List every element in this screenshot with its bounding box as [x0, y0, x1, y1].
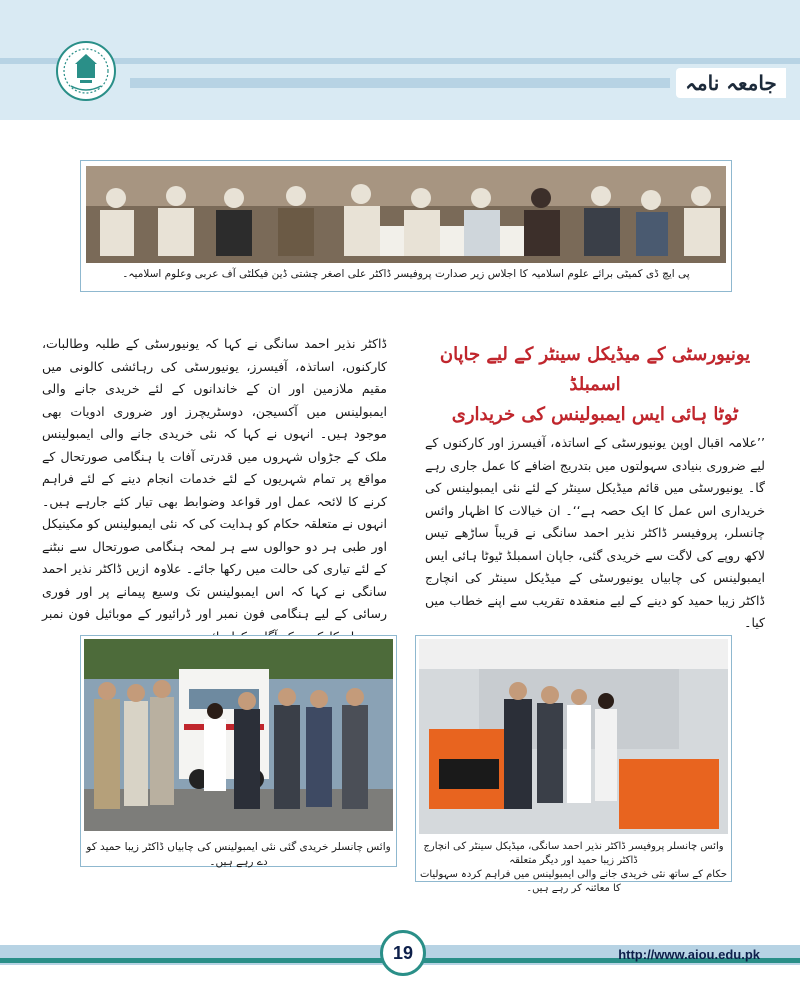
ambulance-handover-photo [84, 639, 393, 831]
bottom-left-photo-frame [80, 635, 397, 867]
headline-line-2: ٹوٹا ہائی ایس ایمبولینس کی خریداری [451, 404, 739, 425]
article-right-column: ’’علامہ اقبال اوپن یونیورسٹی کے اساتذہ، آفیسرز اور کارکنوں کے لیے ضروری بنیادی سہولتوں میں بتدریج اضافے کا عمل جاری رہے گا۔ یونیورسٹی میں قائم میڈیکل سینٹر کے لئے نئی ایمبولینس کی خریداری اس عمل کا ایک حصہ ہے‘‘۔ ان خیالات کا اظہار وائس چانسلر، پروفیسر ڈاکٹر نذیر احمد سانگی نے قریباً ساڑھے تیس لاکھ روپے کی لاگت سے خریدی گئی، جاپان اسمبلڈ ٹیوٹا ہائی ایس ایمبولینس کی چابیاں یونیورسٹی کے میڈیکل سینٹر کی انچارج ڈاکٹر زیبا حمید کو دینے کے لیے منعقدہ تقریب سے اپنے خطاب میں کیا۔ [425, 435, 765, 630]
website-url[interactable]: http://www.aiou.edu.pk [618, 947, 760, 962]
article-left-column: ڈاکٹر نذیر احمد سانگی نے کہا کہ یونیورسٹی کے طلبہ وطالبات، کارکنوں، اساتذہ، آفیسرز، یونیورسٹی کی رہائشی کالونی میں مقیم ملازمین اور ان کے خاندانوں کے لئے خریدی جانے والی ایمبولینس میں آکسیجن، دوسٹریچرز اور ضروری ادویات بھی موجود ہیں۔ انہوں نے کہا کہ نئی خریدی جانے والی ایمبولینس ملک کے جڑواں شہروں میں قدرتی آفات یا ہنگامی صورتحال کے مواقع پر تمام شہریوں کے لئے خدمات انجام دینے کے لئے فراہم کرنے کا لائحہ عمل اور قواعد وضوابط بھی تیار کئے جارہے ہیں۔ انہوں نے متعلقہ حکام کو ہدایت کی کہ نئی ایمبولینس کو مکینیکل اور طبی ہر دو حوالوں سے ہر لمحہ ہنگامی صورتحال سے نبٹنے کے لئے تیاری کی حالت میں رکھا جائے۔ علاوہ ازیں ڈاکٹر نذیر احمد سانگی نے کہا کہ اس ایمبولینس تک وسیع پیمانے پر اور فوری رسائی کے لیے ہنگامی فون نمبر اور ڈرائیور کے موبائیل فون نمبر [42, 336, 387, 621]
committee-meeting-photo [86, 166, 726, 263]
university-logo [55, 40, 117, 102]
header-band [0, 0, 800, 120]
bottom-right-photo-frame [415, 635, 732, 894]
bottom-right-caption-line-2: حکام کے ساتھ نئی خریدی جانے والی ایمبولینس میں فراہم کردہ سہولیات کا معائنہ کر رہے ہیں۔ [419, 869, 728, 894]
page-number: 19 [380, 930, 426, 976]
bottom-left-photo-caption: وائس چانسلر خریدی گئی نئی ایمبولینس کی چابیاں ڈاکٹر زیبا حمید کو دے رہے ہیں۔ [86, 841, 391, 868]
header-stripe [0, 58, 800, 64]
ambulance-inspection-photo [419, 639, 728, 834]
article-headline [425, 340, 765, 430]
bottom-right-caption-line-1: وائس چانسلر پروفیسر ڈاکٹر نذیر احمد سانگی، میڈیکل سینٹر کی انچارج ڈاکٹر زیبا حمید اور دیگر متعلقہ [423, 841, 724, 866]
top-photo-frame [80, 160, 732, 292]
masthead-title: جامعہ نامہ [676, 68, 786, 98]
bottom-right-photo-caption [419, 840, 728, 896]
top-photo-caption: پی ایچ ڈی کمیٹی برائے علوم اسلامیہ کا اجلاس زیر صدارت پروفیسر ڈاکٹر علی اصغر چشتی ڈین فیکلٹی آف عربی وعلوم اسلامیہ۔ [122, 268, 690, 280]
headline-line-1: یونیورسٹی کے میڈیکل سینٹر کے لیے جاپان اسمبلڈ [439, 344, 751, 395]
header-bar [130, 78, 670, 88]
